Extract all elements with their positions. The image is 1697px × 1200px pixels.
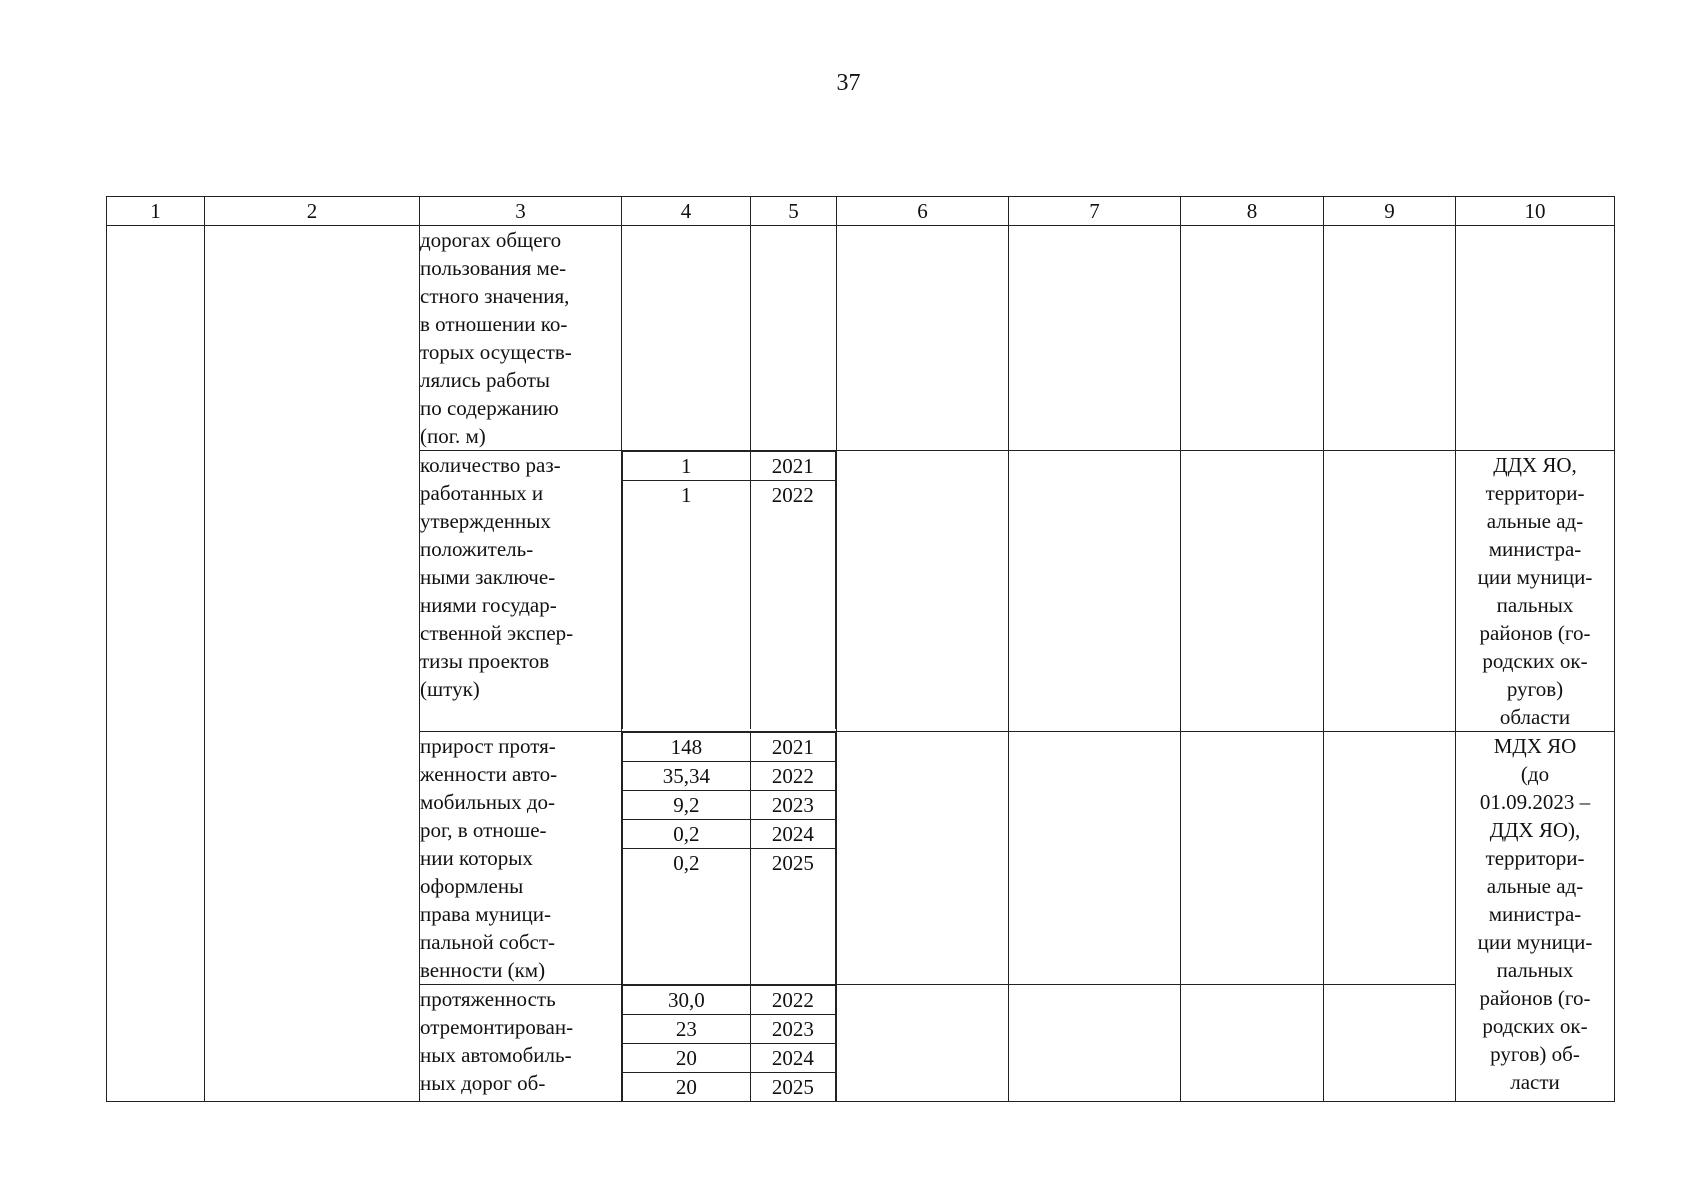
target-value: 20 [623, 1044, 751, 1073]
value-year-row [623, 1073, 836, 1102]
value-year-row [623, 820, 836, 849]
cell-col-2 [205, 226, 420, 1102]
cell-col-6 [837, 451, 1009, 732]
column-number: 7 [1009, 197, 1181, 226]
indicator-text: количество раз- работанных и утвержденных положитель- ными заключе- ниями государ- ственной экспер- тизы проектов (штук) [420, 451, 622, 732]
cell-col-6 [837, 732, 1009, 985]
responsible-executor: ДДХ ЯО, территори- альные ад- министра- ции муници- пальных районов (го- родских ок- ругов) области [1456, 451, 1615, 732]
target-year: 2024 [750, 1044, 835, 1073]
value-year-list [622, 732, 836, 984]
column-number: 9 [1324, 197, 1456, 226]
column-number: 4 [622, 197, 751, 226]
column-number: 10 [1456, 197, 1615, 226]
cell-col-7 [1009, 451, 1181, 732]
target-year: 2022 [750, 481, 835, 730]
cell-col-6 [837, 985, 1009, 1102]
cell-col-7 [1009, 732, 1181, 985]
target-year: 2025 [750, 849, 835, 985]
target-value: 0,2 [623, 849, 751, 985]
value-year-row [623, 1044, 836, 1073]
target-value: 35,34 [623, 762, 751, 791]
target-value: 0,2 [623, 820, 751, 849]
cell-col-9 [1324, 732, 1456, 985]
target-value: 30,0 [623, 986, 751, 1015]
indicator-text: дорогах общего пользования ме- стного значения, в отношении ко- торых осуществ- лялись работы по содержанию (пог. м) [420, 226, 622, 451]
cell-col-1 [107, 226, 205, 1102]
value-year-row [623, 986, 836, 1015]
column-number: 1 [107, 197, 205, 226]
target-year: 2023 [750, 1015, 835, 1044]
target-year: 2025 [750, 1073, 835, 1102]
cell-col-8 [1181, 451, 1324, 732]
cell-col-9 [1324, 226, 1456, 451]
value-year-row [623, 791, 836, 820]
values-cell [622, 732, 837, 985]
value-year-row [623, 733, 836, 762]
target-value: 148 [623, 733, 751, 762]
column-number: 8 [1181, 197, 1324, 226]
indicator-text: прирост протя- женности авто- мобильных до- рог, в отноше- нии которых оформлены права муници- пальной собст- венности (км) [420, 732, 622, 985]
cell-col-6 [837, 226, 1009, 451]
cell-col-7 [1009, 985, 1181, 1102]
cell-col-8 [1181, 732, 1324, 985]
column-number: 3 [420, 197, 622, 226]
value-year-row [623, 1015, 836, 1044]
target-value: 1 [623, 481, 751, 730]
values-cell [622, 985, 837, 1102]
target-value: 9,2 [623, 791, 751, 820]
values-cell [622, 451, 837, 732]
indicator-text: протяженность отремонтирован- ных автомобиль- ных дорог об- [420, 985, 622, 1102]
cell-col-8 [1181, 985, 1324, 1102]
target-value: 23 [623, 1015, 751, 1044]
cell-col-8 [1181, 226, 1324, 451]
column-number: 5 [751, 197, 837, 226]
column-number: 6 [837, 197, 1009, 226]
target-year: 2021 [750, 452, 835, 481]
cell-col-7 [1009, 226, 1181, 451]
target-value: 20 [623, 1073, 751, 1102]
responsible-executor: МДХ ЯО (до 01.09.2023 – ДДХ ЯО), территори- альные ад- министра- ции муници- пальных районов (го- родских ок- ругов) об- ласти [1456, 732, 1615, 1102]
cell-col-10 [1456, 226, 1615, 451]
target-year: 2022 [750, 762, 835, 791]
cell-col-4 [622, 226, 751, 451]
column-number-header-row [107, 197, 1615, 226]
cell-col-5 [751, 226, 837, 451]
cell-col-9 [1324, 451, 1456, 732]
target-year: 2023 [750, 791, 835, 820]
table-row [107, 226, 1615, 451]
value-year-row [623, 481, 836, 730]
cell-col-9 [1324, 985, 1456, 1102]
page-number: 37 [836, 70, 861, 96]
value-year-row [623, 762, 836, 791]
target-value: 1 [623, 452, 751, 481]
indicator-table [106, 196, 1615, 1102]
value-year-list [622, 985, 836, 1101]
value-year-row [623, 452, 836, 481]
column-number: 2 [205, 197, 420, 226]
target-year: 2024 [750, 820, 835, 849]
target-year: 2022 [750, 986, 835, 1015]
value-year-row [623, 849, 836, 985]
value-year-list [622, 451, 836, 729]
target-year: 2021 [750, 733, 835, 762]
